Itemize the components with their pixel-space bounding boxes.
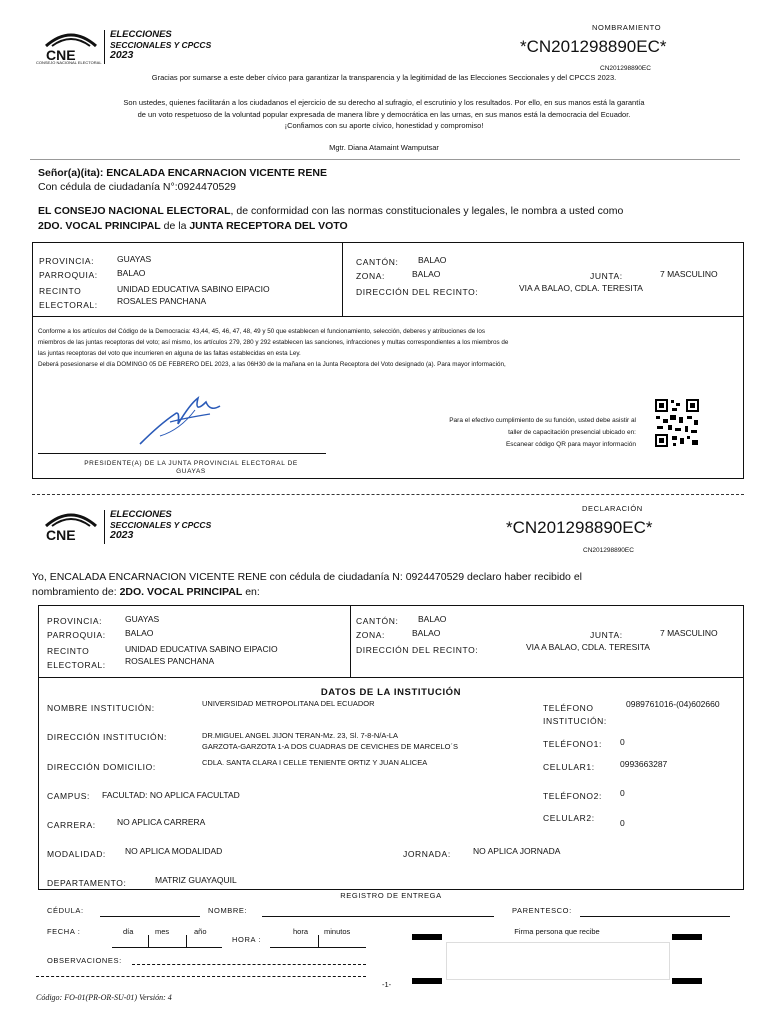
fecha-anio: año <box>194 927 207 936</box>
recinto-label: RECINTO ELECTORAL: <box>39 286 98 310</box>
cedula-label: CÉDULA: <box>47 906 84 915</box>
signature-box-bottom-right-bar <box>672 978 702 984</box>
canton-value-2: BALAO <box>418 614 447 624</box>
provincia-label: PROVINCIA: <box>39 256 95 266</box>
hora-hora: hora <box>293 927 309 936</box>
parroquia-value-2: BALAO <box>125 628 154 638</box>
signature-box-bottom-left-bar <box>412 978 442 984</box>
parroquia-label: PARROQUIA: <box>39 270 98 280</box>
direccion-institucion-label: DIRECCIÓN INSTITUCIÓN: <box>47 732 167 742</box>
provincia-label-2: PROVINCIA: <box>47 616 103 626</box>
election-logo-2: ELECCIONES SECCIONALES Y CPCCS 2023 <box>110 509 212 541</box>
carrera-label: CARRERA: <box>47 820 96 830</box>
parentesco-label: PARENTESCO: <box>512 906 572 915</box>
direccion-recinto-label: DIRECCIÓN DEL RECINTO: <box>356 287 479 297</box>
direccion-domicilio-value: CDLA. SANTA CLARA I CELLE TENIENTE ORTIZ Y JUAN ALICEA <box>202 758 428 767</box>
nombre-institucion-value: UNIVERSIDAD METROPOLITANA DEL ECUADOR <box>202 699 375 708</box>
svg-text:CNE: CNE <box>46 47 76 63</box>
jornada-value: NO APLICA JORNADA <box>473 846 561 856</box>
provincia-value-2: GUAYAS <box>125 614 160 624</box>
zona-label-2: ZONA: <box>356 630 385 640</box>
intro-paragraph: Son ustedes, quienes facilitarán a los ciudadanos el ejercicio de su derecho al sufragio, el escrutinio y los resultados. Por ello, en sus manos está la garantía de un voto respetuoso de la voluntad popular expresada de manera libre y democrática en las urnas, en sus manos está la democracia del Ecuador. ¡Confiamos con su aporte cívico, honestidad y compromiso! <box>123 98 645 130</box>
barcode-code-1: *CN201298890EC* <box>520 37 667 56</box>
cedula-line[interactable] <box>100 916 200 917</box>
header-divider <box>30 159 740 160</box>
junta-value: 7 MASCULINO <box>660 269 718 279</box>
observaciones-label: OBSERVACIONES: <box>47 956 122 965</box>
junta-label-2: JUNTA: <box>590 630 623 640</box>
training-info: Para el efectivo cumplimiento de su función, usted debe asistir al taller de capacitación presencial ubicado en: Escanear código QR para mayor información <box>449 417 636 448</box>
canton-value: BALAO <box>418 255 447 265</box>
facultad-value: FACULTAD: NO APLICA FACULTAD <box>102 790 240 800</box>
page-number: -1- <box>382 980 392 989</box>
hora-label: HORA : <box>232 935 262 944</box>
telefono2-label: TELÉFONO2: <box>543 791 602 801</box>
zona-value: BALAO <box>412 269 441 279</box>
direccion-institucion-value: DR.MIGUEL ANGEL JIJON TERAN-Mz. 23, Sl. 7-8-N/A-LA GARZOTA-GARZOTA 1-A DOS CUADRAS DE CEVICHES DE MARCELO´S <box>202 731 459 751</box>
zona-label: ZONA: <box>356 271 385 281</box>
hora-line[interactable] <box>270 947 366 948</box>
doc-type-nombramiento: NOMBRAMIENTO <box>592 23 662 32</box>
fecha-dia: día <box>123 927 134 936</box>
parroquia-value: BALAO <box>117 268 146 278</box>
fecha-line[interactable] <box>112 947 222 948</box>
cne-logo-subtext: CONSEJO NACIONAL ELECTORAL <box>36 60 102 65</box>
telefono2-value: 0 <box>620 788 625 798</box>
junta-label: JUNTA: <box>590 271 623 281</box>
telefono1-label: TELÉFONO1: <box>543 739 602 749</box>
celular1-label: CELULAR1: <box>543 762 595 772</box>
canton-label: CANTÓN: <box>356 257 399 267</box>
fecha-label: FECHA : <box>47 927 81 936</box>
qr-code-icon[interactable] <box>654 398 700 448</box>
celular2-value: 0 <box>620 818 625 828</box>
celular2-label: CELULAR2: <box>543 813 595 823</box>
telefono1-value: 0 <box>620 737 625 747</box>
nombre-line[interactable] <box>262 916 494 917</box>
junta-value-2: 7 MASCULINO <box>660 628 718 638</box>
signature-box-top-left-bar <box>412 934 442 940</box>
gratitude-text: Gracias por sumarse a este deber cívico para garantizar la transparencia y la legitimidad de las Elecciones Seccionales y del CPCCS 2023. <box>151 73 617 82</box>
jornada-label: JORNADA: <box>403 849 451 859</box>
recinto-label-2: RECINTO ELECTORAL: <box>47 646 106 670</box>
provincia-value: GUAYAS <box>117 254 152 264</box>
nombre-label: NOMBRE: <box>208 906 248 915</box>
campus-label: CAMPUS: <box>47 791 90 801</box>
departamento-value: MATRIZ GUAYAQUIL <box>155 875 237 885</box>
celular1-value: 0993663287 <box>620 759 668 769</box>
document-code: Código: FO-01(PR-OR-SU-01) Versión: 4 <box>36 993 172 1002</box>
departamento-label: DEPARTAMENTO: <box>47 878 127 888</box>
svg-text:CNE: CNE <box>46 527 76 543</box>
election-logo: ELECCIONES SECCIONALES Y CPCCS 2023 <box>110 29 212 61</box>
direccion-recinto-label-2: DIRECCIÓN DEL RECINTO: <box>356 645 479 655</box>
cne-logo-2 <box>42 508 100 546</box>
logo-divider <box>104 30 105 64</box>
canton-label-2: CANTÓN: <box>356 616 399 626</box>
parroquia-label-2: PARROQUIA: <box>47 630 106 640</box>
nombre-institucion-label: NOMBRE INSTITUCIÓN: <box>47 703 155 713</box>
appointment-text: EL CONSEJO NACIONAL ELECTORAL, de conformidad con las normas constitucionales y legales, le nombra a usted como 2DO. VOCAL PRINCIPAL de la JUNTA RECEPTORA DEL VOTO <box>38 205 624 232</box>
signature-area[interactable] <box>446 942 670 980</box>
declaration-text: Yo, ENCALADA ENCARNACION VICENTE RENE con cédula de ciudadanía N: 0924470529 declaro haber recibido el nombramiento de: 2DO. VOCAL PRINCIPAL en: <box>32 571 582 598</box>
president-signature <box>120 384 240 450</box>
telefono-institucion-label: TELÉFONO INSTITUCIÓN: <box>543 703 607 726</box>
direccion-recinto-value-2: VIA A BALAO, CDLA. TERESITA <box>526 642 650 652</box>
institution-title: DATOS DE LA INSTITUCIÓN <box>320 687 462 698</box>
carrera-value: NO APLICA CARRERA <box>117 817 206 827</box>
direccion-recinto-value: VIA A BALAO, CDLA. TERESITA <box>519 283 643 293</box>
recinto-value-2: UNIDAD EDUCATIVA SABINO EIPACIO ROSALES PANCHANA <box>125 644 278 666</box>
barcode-code-2: *CN201298890EC* <box>506 518 653 537</box>
barcode-code-small-1: CN201298890EC <box>600 65 651 72</box>
president-title: PRESIDENTE(A) DE LA JUNTA PROVINCIAL ELECTORAL DE GUAYAS <box>84 460 298 475</box>
barcode-code-small-2: CN201298890EC <box>583 547 634 554</box>
registro-title: REGISTRO DE ENTREGA <box>340 891 442 900</box>
firma-label: Firma persona que recibe <box>514 927 600 936</box>
cut-line <box>32 494 744 495</box>
legal-text: Conforme a los artículos del Código de la Democracia: 43,44, 45, 46, 47, 48, 49 y 50 que establecen el funcionamiento, selección, deberes y atribuciones de los miembros de las juntas receptoras del voto; así mismo, los artículos 279, 280 y 292 establecen las sanciones, infracciones y multas correspondientes a los miembros de las juntas receptoras del voto que incurrieren en alguna de las faltas establecidas en esta Ley. Deberá posesionarse el día DOMINGO 05 DE FEBRERO DEL 2023, a las 06H30 de la mañana en la Junta Receptora del Voto designado (a). Para mayor información, <box>38 328 509 368</box>
zona-value-2: BALAO <box>412 628 441 638</box>
appointee-name: Señor(a)(ita): ENCALADA ENCARNACION VICENTE RENE <box>38 167 327 179</box>
hora-minutos: minutos <box>324 927 351 936</box>
signature-line <box>38 453 326 454</box>
observaciones-line-1[interactable] <box>132 964 366 965</box>
fecha-mes: mes <box>155 927 170 936</box>
parentesco-line[interactable] <box>580 916 730 917</box>
modalidad-label: MODALIDAD: <box>47 849 106 859</box>
observaciones-line-2[interactable] <box>36 976 366 977</box>
appointee-id: Con cédula de ciudadanía N°:0924470529 <box>38 181 237 193</box>
doc-type-declaracion: DECLARACIÓN <box>582 504 643 513</box>
modalidad-value: NO APLICA MODALIDAD <box>125 846 223 856</box>
signer-name: Mgtr. Diana Atamaint Wamputsar <box>329 143 439 152</box>
recinto-value: UNIDAD EDUCATIVA SABINO EIPACIO ROSALES PANCHANA <box>117 284 270 306</box>
telefono-institucion-value: 0989761016-(04)602660 <box>626 699 720 709</box>
direccion-domicilio-label: DIRECCIÓN DOMICILIO: <box>47 762 156 772</box>
signature-box-top-right-bar <box>672 934 702 940</box>
